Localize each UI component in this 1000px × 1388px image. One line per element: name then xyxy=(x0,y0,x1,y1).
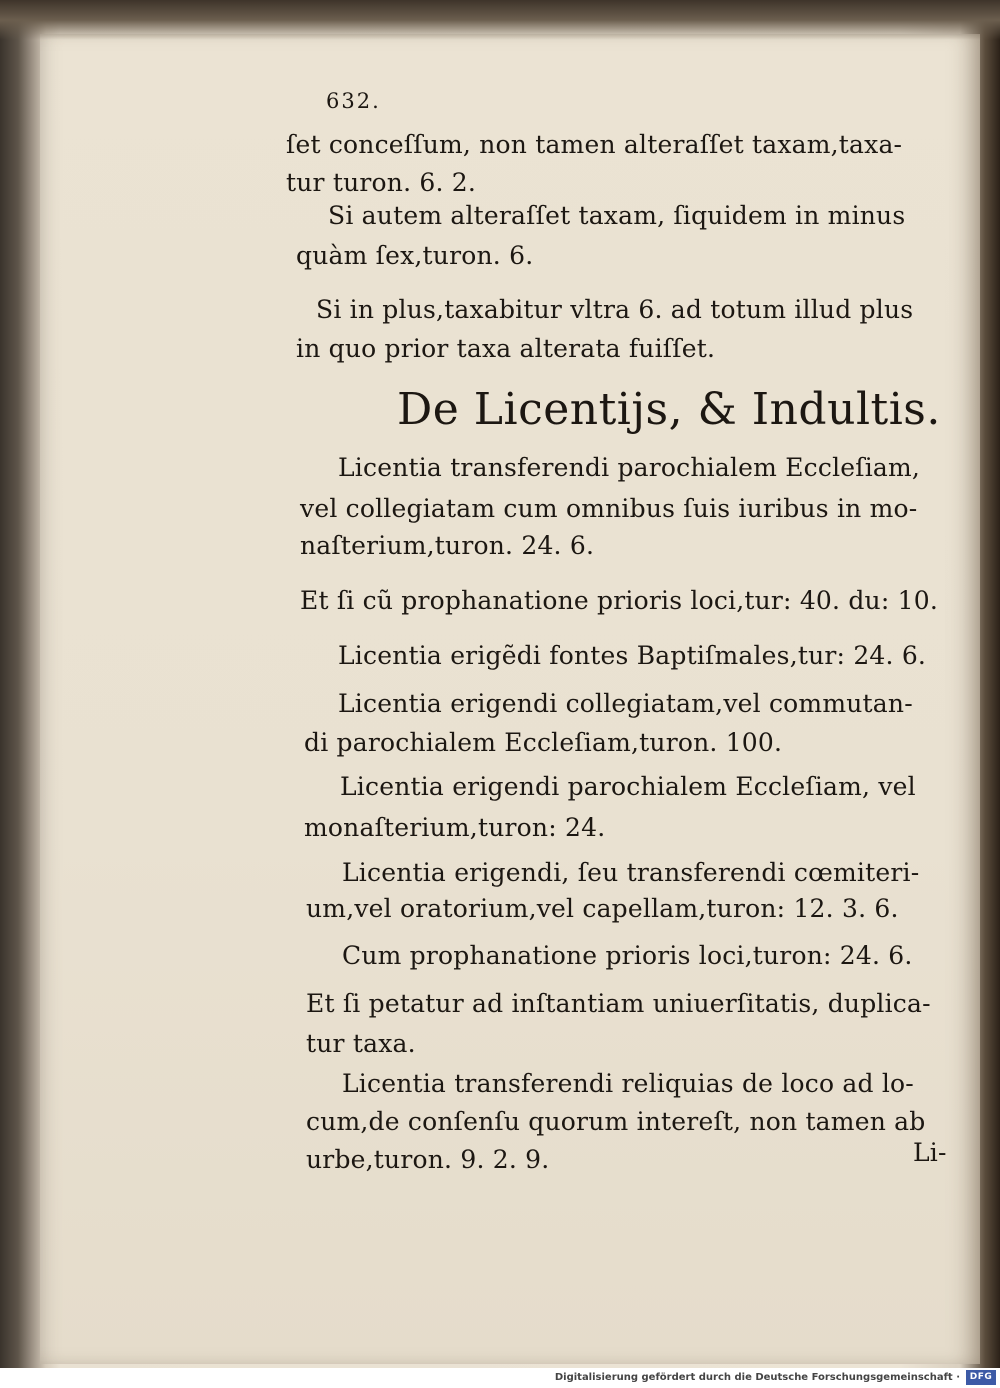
text-line: Si autem alteraſſet taxam, ſiquidem in minus xyxy=(328,201,906,230)
text-line: Licentia erigendi collegiatam,vel commutan- xyxy=(338,689,913,718)
text-line: Et ſi cũ prophanatione prioris loci,tur: 40. du: 10. xyxy=(300,586,938,615)
text-line: Et ſi petatur ad inſtantiam uniuerſitatis, duplica- xyxy=(306,989,931,1018)
text-line: Si in plus,taxabitur vltra 6. ad totum illud plus xyxy=(316,295,914,324)
text-line: Licentia erigendi parochialem Eccleſiam, vel xyxy=(340,772,916,801)
catchword: Li- xyxy=(913,1138,947,1167)
text-line: quàm ſex,turon. 6. xyxy=(296,241,534,270)
text-line: vel collegiatam cum omnibus ſuis iuribus in mo- xyxy=(300,494,918,523)
text-line: Licentia transferendi parochialem Eccleſiam, xyxy=(338,453,921,482)
text-line: di parochialem Eccleſiam,turon. 100. xyxy=(304,728,783,757)
digitization-footer xyxy=(0,1368,1000,1388)
text-line: tur turon. 6. 2. xyxy=(286,168,477,197)
text-line: monaſterium,turon: 24. xyxy=(304,813,606,842)
text-line: tur taxa. xyxy=(306,1029,416,1058)
section-heading: De Licentijs, & Indultis. xyxy=(397,384,941,435)
text-line: Cum prophanatione prioris loci,turon: 24. 6. xyxy=(342,941,913,970)
dfg-logo: DFG xyxy=(966,1370,996,1385)
text-line: Licentia erigẽdi fontes Baptiſmales,tur: 24. 6. xyxy=(338,641,927,670)
text-line: Licentia transferendi reliquias de loco ad lo- xyxy=(342,1069,914,1098)
text-line: urbe,turon. 9. 2. 9. xyxy=(306,1145,550,1174)
text-line: ſet conceſſum, non tamen alteraſſet taxam,taxa- xyxy=(286,130,903,159)
text-line: um,vel oratorium,vel capellam,turon: 12. 3. 6. xyxy=(306,894,899,923)
text-line: Licentia erigendi, ſeu transferendi cœmiteri- xyxy=(342,858,920,887)
footer-credit: Digitalisierung gefördert durch die Deutsche Forschungsgemeinschaft · xyxy=(554,1372,960,1383)
text-line: naſterium,turon. 24. 6. xyxy=(300,531,595,560)
page-number: 632. xyxy=(326,89,381,113)
text-line: cum,de conſenſu quorum intereſt, non tamen ab xyxy=(306,1107,926,1136)
text-line: in quo prior taxa alterata fuiſſet. xyxy=(296,334,716,363)
